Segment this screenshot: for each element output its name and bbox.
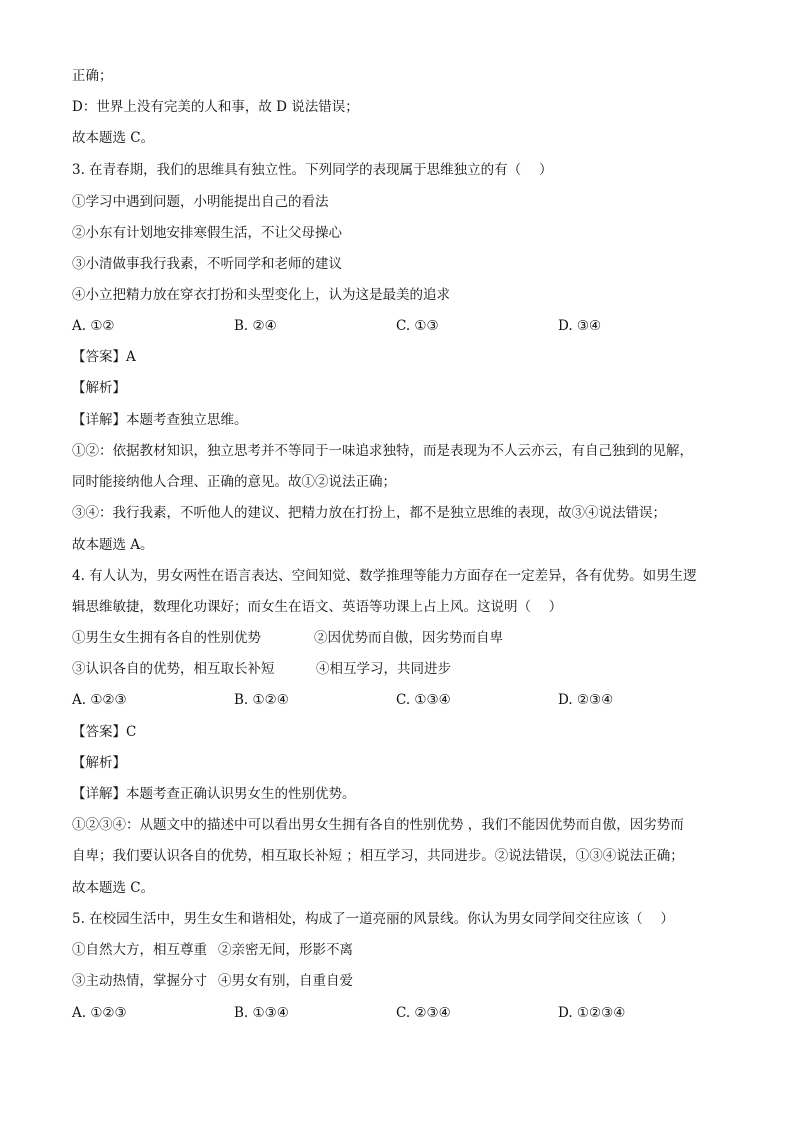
option-d: D. ①②③④: [558, 1005, 626, 1021]
detail-label: 【详解】本题考查独立思维。: [72, 412, 248, 428]
option-b: B. ②④: [234, 318, 277, 334]
option-d: D. ②③④: [558, 692, 614, 708]
analysis-label: 【解析】: [72, 380, 126, 396]
option-c: C. ①③: [396, 318, 439, 334]
explanation-line: 故本题选 A。: [72, 537, 154, 553]
option-c: C. ①③④: [396, 692, 451, 708]
option-a: A. ①②: [72, 318, 115, 334]
option-c: C. ②③④: [396, 1005, 451, 1021]
explanation-line: ③④：我行我素，不听他人的建议、把精力放在打扮上，都不是独立思维的表现，故③④说法错误；: [72, 505, 666, 521]
question-5-stem: 5. 在校园生活中，男生女生和谐相处，构成了一道亮丽的风景线。你认为男女同学间交往应该（ ）: [72, 911, 674, 927]
question-5-statements-row-2: [72, 971, 732, 991]
question-3-options: [72, 316, 732, 336]
option-b: B. ①③④: [234, 1005, 289, 1021]
statement-2: ②亲密无间，形影不离: [218, 942, 353, 958]
text-line: 故本题选 C。: [72, 130, 155, 146]
option-b: B. ①②④: [234, 692, 289, 708]
question-4-statements-row-2: [72, 659, 732, 679]
question-4-stem: 4. 有人认为，男女两性在语言表达、空间知觉、数学推理等能力方面存在一定差异，各有优势。如男生逻: [72, 568, 697, 584]
statement-1: ①自然大方，相互尊重: [72, 942, 207, 958]
statement-4: ④男女有别，自重自爱: [218, 973, 353, 989]
explanation-line: 自卑；我们要认识各自的优势，相互取长补短 ；相互学习，共同进步。②说法错误，①③④说法正确；: [72, 848, 684, 864]
explanation-line: 故本题选 C。: [72, 880, 155, 896]
analysis-label: 【解析】: [72, 755, 126, 771]
answer-label: 【答案】A: [72, 349, 136, 365]
explanation-line: ①②③④：从题文中的描述中可以看出男女生拥有各自的性别优势 ，我们不能因优势而自傲，因劣势而: [72, 817, 684, 833]
question-3-statement-2: ②小东有计划地安排寒假生活，不让父母操心: [72, 225, 342, 241]
statement-3: ③认识各自的优势，相互取长补短: [72, 661, 275, 677]
question-4-statements-row-1: [72, 628, 732, 648]
question-3-statement-1: ①学习中遇到问题，小明能提出自己的看法: [72, 194, 329, 210]
option-d: D. ③④: [558, 318, 602, 334]
statement-4: ④相互学习，共同进步: [316, 661, 451, 677]
question-4-stem: 辑思维敏捷，数理化功课好；而女生在语文、英语等功课上占上风。这说明（ ）: [72, 599, 563, 615]
statement-1: ①男生女生拥有各自的性别优势: [72, 630, 261, 646]
text-line: D：世界上没有完美的人和事，故 D 说法错误；: [72, 99, 359, 115]
question-5-statements-row-1: [72, 940, 732, 960]
answer-label: 【答案】C: [72, 724, 137, 740]
detail-label: 【详解】本题考查正确认识男女生的性别优势。: [72, 786, 356, 802]
question-3-statement-3: ③小清做事我行我素，不听同学和老师的建议: [72, 256, 342, 272]
option-a: A. ①②③: [72, 1005, 127, 1021]
question-3-statement-4: ④小立把精力放在穿衣打扮和头型变化上，认为这是最美的追求: [72, 287, 450, 303]
question-3-stem: 3. 在青春期，我们的思维具有独立性。下列同学的表现属于思维独立的有（ ）: [72, 162, 553, 178]
question-5-options: [72, 1003, 732, 1023]
explanation-line: ①②：依据教材知识，独立思考并不等同于一味追求独特，而是表现为不人云亦云，有自己独到的见解，: [72, 443, 693, 459]
option-a: A. ①②③: [72, 692, 127, 708]
text-line: 正确；: [72, 68, 113, 84]
statement-2: ②因优势而自傲，因劣势而自卑: [314, 630, 503, 646]
statement-3: ③主动热情，掌握分寸: [72, 973, 207, 989]
explanation-line: 同时能接纳他人合理、正确的意见。故①②说法正确；: [72, 474, 396, 490]
question-4-options: [72, 690, 732, 710]
